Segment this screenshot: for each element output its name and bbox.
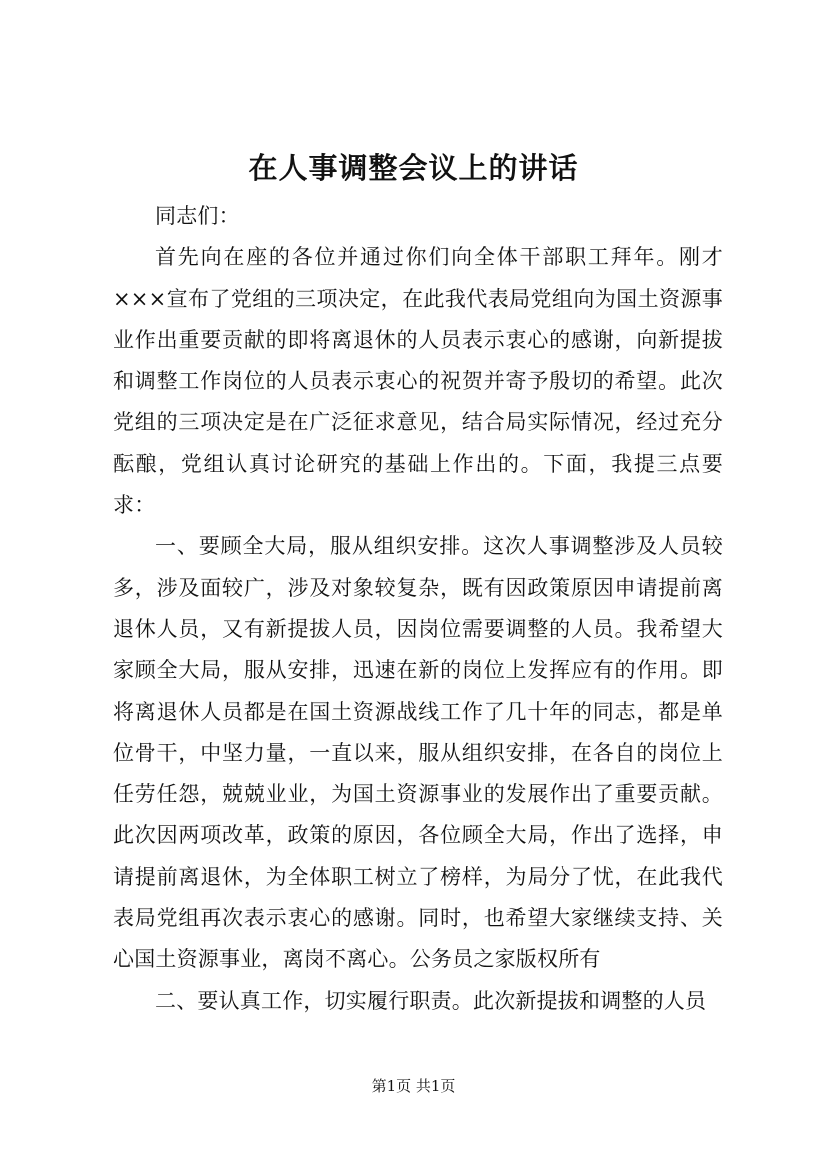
page-title: 在人事调整会议上的讲话 <box>248 151 579 185</box>
paragraph-point-two: 二、要认真工作，切实履行职责。此次新提拔和调整的人员 <box>155 988 707 1013</box>
paragraph-salutation: 同志们： <box>155 204 240 228</box>
page-footer: 第1页 共1页 <box>371 1077 456 1095</box>
document-body <box>113 196 723 1022</box>
paragraph-opening: 首先向在座的各位并通过你们向全体干部职工拜年。刚才×××宣布了党组的三项决定，在此我代表局党组向为国土资源事业作出重要贡献的即将离退休的人员表示衷心的感谢，向新提拔和调整工作岗位的人员表示衷心的祝贺并寄予殷切的希望。此次党组的三项决定是在广泛征求意见，结合局实际情况，经过充分酝酿，党组认真讨论研究的基础上作出的。下面，我提三点要求： <box>113 245 723 518</box>
paragraph-point-one: 一、要顾全大局，服从组织安排。这次人事调整涉及人员较多，涉及面较广，涉及对象较复杂，既有因政策原因申请提前离退休人员，又有新提拔人员，因岗位需要调整的人员。我希望大家顾全大局，服从安排，迅速在新的岗位上发挥应有的作用。即将离退休人员都是在国土资源战线工作了几十年的同志，都是单位骨干，中坚力量，一直以来，服从组织安排，在各自的岗位上任劳任怨，兢兢业业，为国土资源事业的发展作出了重要贡献。此次因两项改革，政策的原因，各位顾全大局，作出了选择，申请提前离退休，为全体职工树立了榜样，为局分了忧，在此我代表局党组再次表示衷心的感谢。同时，也希望大家继续支持、关心国土资源事业，离岗不离心。公务员之家版权所有 <box>113 534 723 972</box>
